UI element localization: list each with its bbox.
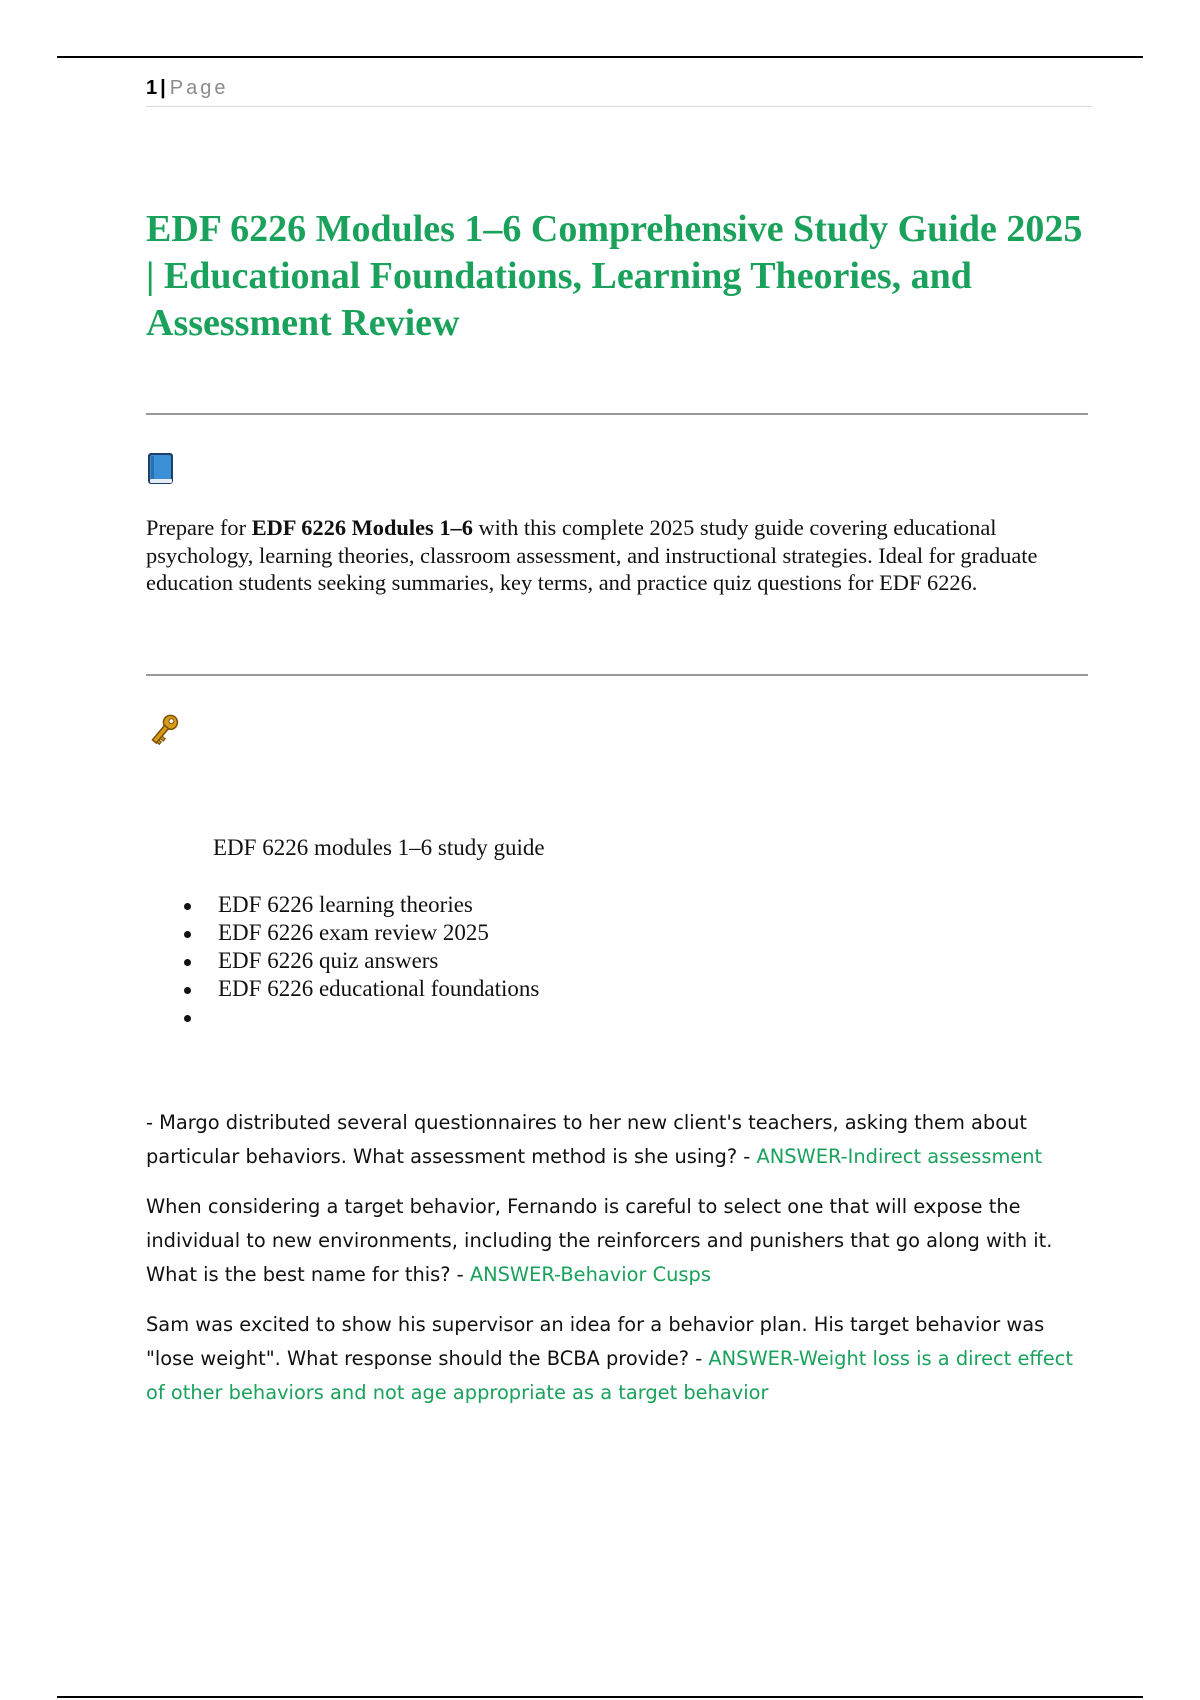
intro-course-name: EDF 6226 Modules 1–6 — [251, 515, 473, 540]
qa-item — [146, 1106, 1096, 1174]
keyword-item: EDF 6226 learning theories — [182, 891, 539, 919]
qa-answer: ANSWER-Weight loss is a direct effect of other behaviors and not age appropriate as a target behavior — [146, 1347, 1073, 1404]
keyword-item-empty — [182, 1003, 539, 1031]
qa-answer: ANSWER-Behavior Cusps — [469, 1263, 711, 1286]
qa-item — [146, 1308, 1096, 1410]
key-icon — [146, 712, 182, 748]
qa-question: When considering a target behavior, Fernando is careful to select one that will expose the individual to new environments, including the reinforcers and punishers that go along with it. What is the best name for this? - — [146, 1195, 1053, 1286]
page-label: Page — [169, 77, 229, 99]
intro-paragraph — [146, 514, 1091, 597]
intro-suffix: with this complete 2025 study guide covering educational psychology, learning theories, classroom assessment, and instructional strategies. Ideal for graduate education students seeking summaries, key terms, and practice quiz questions for EDF 6226. — [146, 515, 1038, 595]
book-icon — [146, 452, 176, 486]
horizontal-rule — [146, 413, 1088, 415]
keyword-item: EDF 6226 exam review 2025 — [182, 919, 539, 947]
keyword-item: EDF 6226 educational foundations — [182, 975, 539, 1003]
keywords-heading: EDF 6226 modules 1–6 study guide — [213, 835, 545, 860]
qa-item — [146, 1190, 1096, 1292]
keyword-item: EDF 6226 quiz answers — [182, 947, 539, 975]
top-page-border — [57, 56, 1143, 58]
intro-prefix: Prepare for — [146, 515, 252, 540]
document-title: EDF 6226 Modules 1–6 Comprehensive Study Guide 2025 | Educational Foundations, Learning Theories, and Assessment Review — [146, 208, 1083, 344]
bottom-page-border — [57, 1696, 1143, 1698]
qa-question: - Margo distributed several questionnaires to her new client's teachers, asking them about particular behaviors. What assessment method is she using? - — [146, 1111, 1027, 1168]
page-header — [146, 76, 1092, 107]
qa-question: Sam was excited to show his supervisor an idea for a behavior plan. His target behavior was "lose weight". What response should the BCBA provide? - — [146, 1313, 1045, 1370]
page-number: 1 — [146, 77, 158, 99]
horizontal-rule — [146, 674, 1088, 676]
keywords-list — [182, 891, 539, 1031]
qa-answer: ANSWER-Indirect assessment — [756, 1145, 1043, 1168]
page-separator: | — [160, 77, 166, 99]
